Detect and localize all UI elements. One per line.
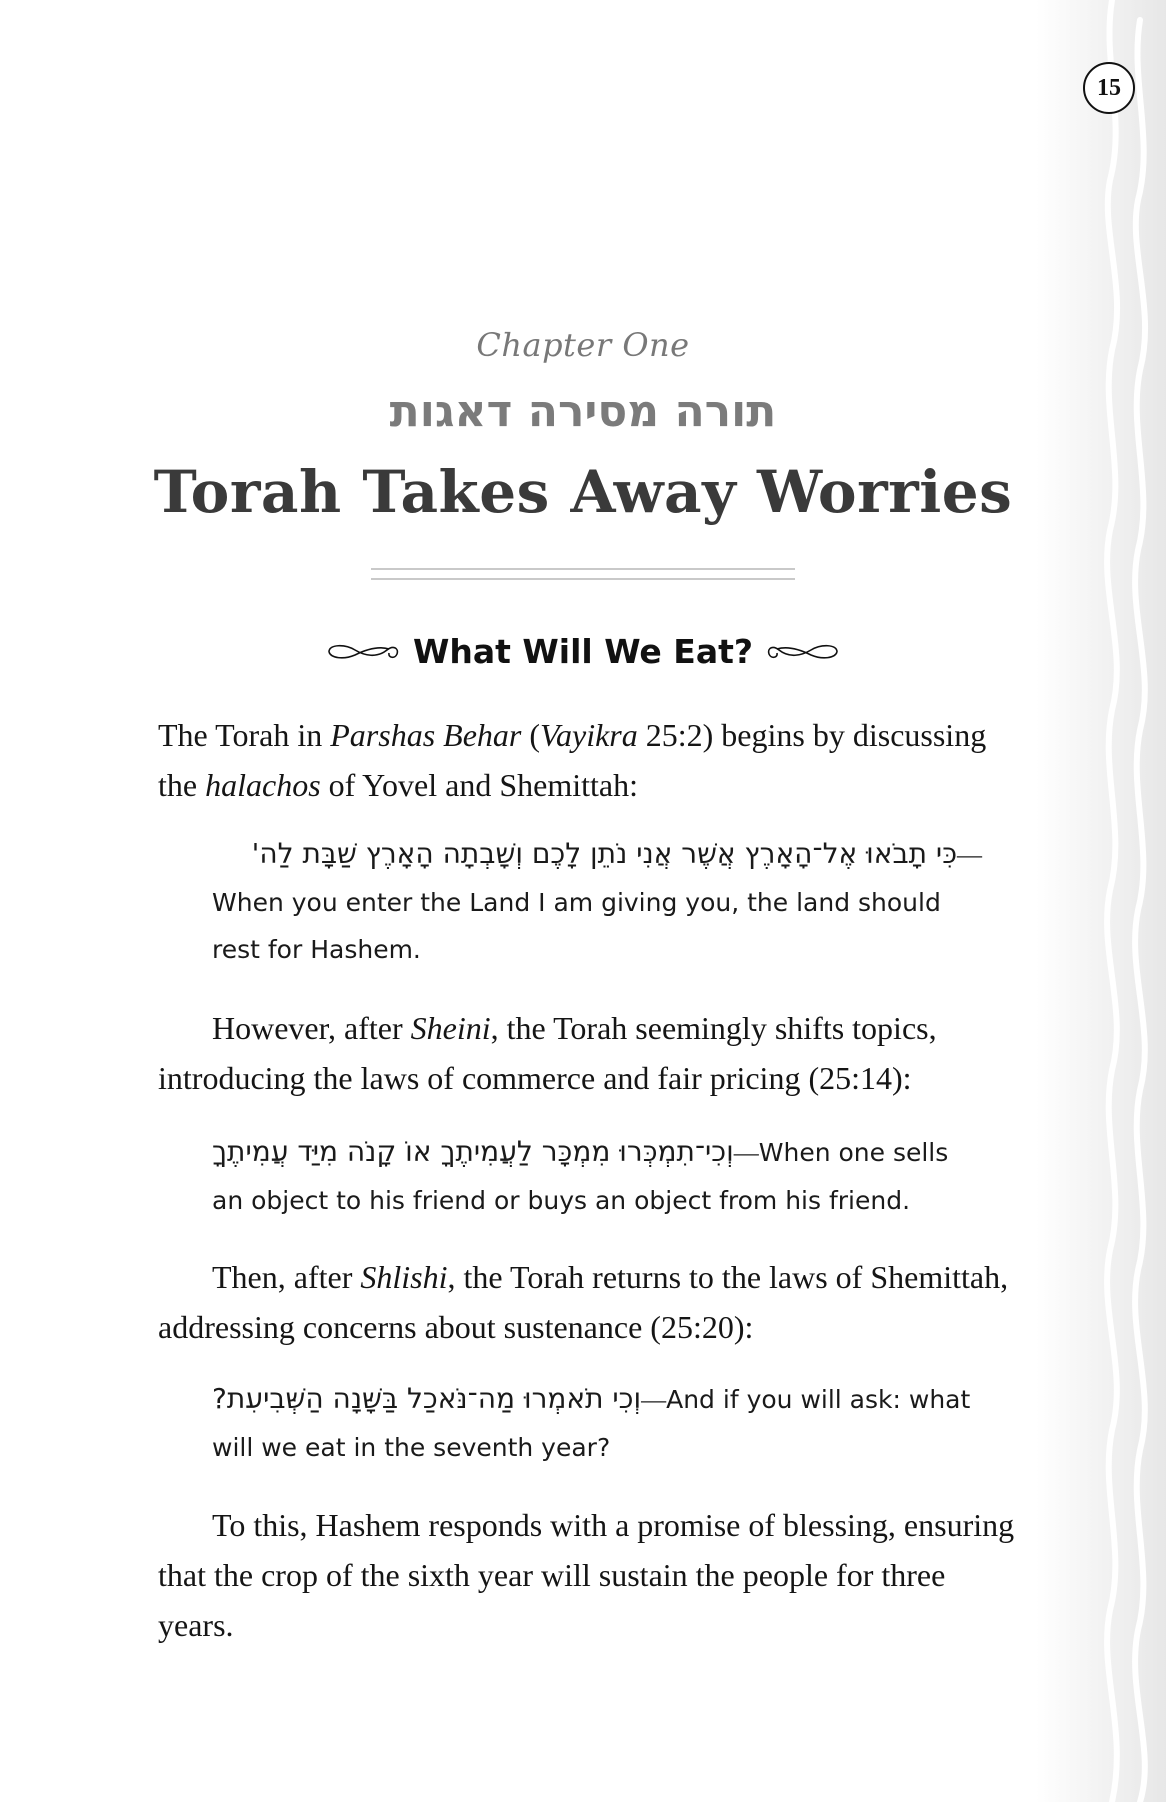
quote-2 [212,1128,982,1224]
chapter-label: Chapter One [476,326,690,364]
italic-term: Vayikra [540,717,638,753]
hebrew-verse: כִּי תָבֹאוּ אֶל־הָאָרֶץ אֲשֶׁר אֲנִי נֹתֵן לָכֶם וְשָׁבְתָה הָאָרֶץ שַׁבָּת לַה' [251,837,957,870]
em-dash: — [641,1387,667,1414]
section-heading [0,632,1166,671]
quote-1 [212,830,982,973]
paragraph-2 [158,1003,1018,1103]
italic-term: Shlishi [360,1259,448,1295]
text: , the Torah returns to the laws of Shemittah, addressing concerns about sustenance (25:20): [158,1259,1009,1345]
title-divider-bottom [371,578,795,580]
text: of Yovel and Shemittah: [320,767,638,803]
quote-3 [212,1375,982,1471]
chapter-title: Torah Takes Away Worries [153,458,1013,526]
flourish-left-icon [325,640,401,664]
section-heading-label: What Will We Eat? [412,632,754,671]
page-number: 15 [1083,62,1135,114]
text: ( [521,717,540,753]
wave-border-icon [1036,0,1166,1802]
hebrew-chapter-title: תורה מסירה דאגות [389,386,777,437]
decorative-page-edge [1036,0,1166,1802]
paragraph-4 [158,1500,1018,1650]
em-dash: — [733,1140,759,1167]
em-dash: — [957,842,982,869]
verse-translation: When one sells an object to his friend or buys an object from his friend. [212,1138,949,1215]
paragraph-3 [158,1252,1018,1352]
title-divider-top [371,568,795,570]
hebrew-verse: וְכִי־תִמְכְּרוּ מִמְכָּר לַעֲמִיתֶךָ אוֹ קָנֹה מִיַּד עֲמִיתֶךָ [212,1135,734,1168]
flourish-right-icon [765,640,841,664]
paragraph-1 [158,710,1018,810]
hebrew-verse: וְכִי תֹאמְרוּ מַה־נֹּאכַל בַּשָּׁנָה הַשְּׁבִיעִת? [212,1382,642,1415]
text: Then, after [212,1259,361,1295]
italic-term: Parshas Behar [330,717,522,753]
italic-term: Sheini [410,1010,491,1046]
text: , the Torah seemingly shifts topics, introducing the laws of commerce and fair pricing (25:14): [158,1010,937,1096]
verse-translation: And if you will ask: what will we eat in the seventh year? [212,1385,971,1462]
text: However, after [212,1010,411,1046]
verse-translation: When you enter the Land I am giving you, the land should rest for Hashem. [212,888,941,964]
text: The Torah in [158,717,331,753]
text: 25:2) begins by discussing the [158,717,987,803]
italic-term: halachos [205,767,321,803]
text: To this, Hashem responds with a promise of blessing, ensuring that the crop of the sixth year will sustain the people for three years. [158,1507,1015,1643]
